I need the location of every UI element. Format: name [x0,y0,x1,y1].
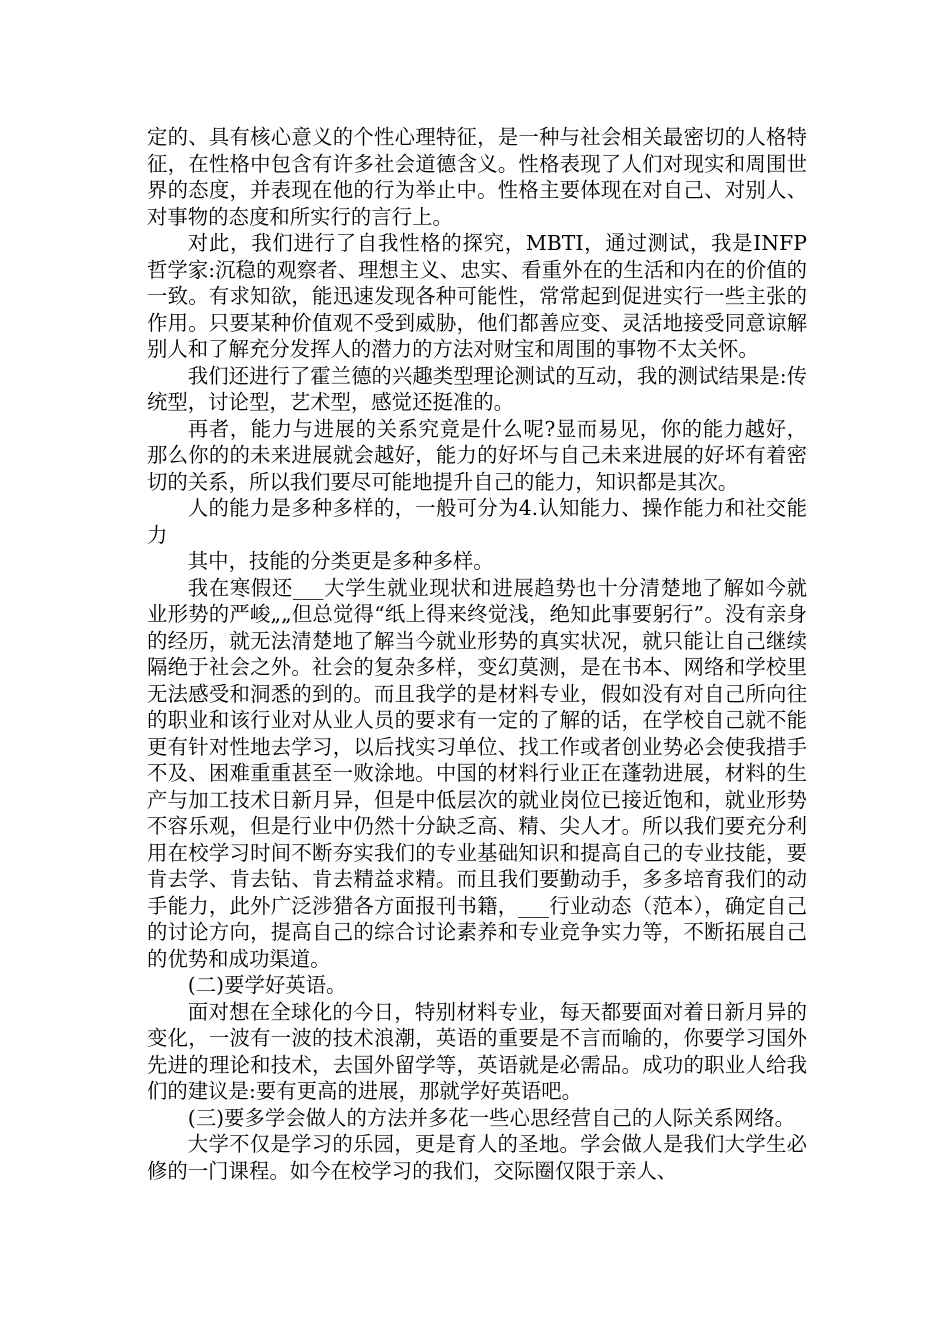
paragraph-ability-types: 人的能力是多种多样的，一般可分为4.认知能力、操作能力和社交能力 [147,496,807,547]
paragraph-skill-types: 其中，技能的分类更是多种多样。 [187,549,494,573]
paragraph-ability-development: 再者，能力与进展的关系究竟是什么呢?显而易见，你的能力越好，那么你的的未来进展就会越好，能力的好坏与自己未来进展的好坏有着密切的关系，所以我们要尽可能地提升自己的能力，知识都是其次。 [147,416,807,494]
paragraph-university-life: 大学不仅是学习的乐园，更是育人的圣地。学会做人是我们大学生必修的一门课程。如今在校学习的我们，交际圈仅限于亲人、 [147,1132,807,1183]
document-body [147,124,807,1184]
paragraph-personality-definition: 定的、具有核心意义的个性心理特征，是一种与社会相关最密切的人格特征，在性格中包含有许多社会道德含义。性格表现了人们对现实和周围世界的态度，并表现在他的行为举止中。性格主要体现在对自己、对别人、对事物的态度和所实行的言行上。 [147,125,807,229]
paragraph-holland-test: 我们还进行了霍兰德的兴趣类型理论测试的互动，我的测试结果是:传统型，讨论型，艺术型，感觉还挺准的。 [147,363,807,414]
paragraph-employment-situation: 我在寒假还___大学生就业现状和进展趋势也十分清楚地了解如今就业形势的严峻„„但总觉得“纸上得来终觉浅，绝知此事要躬行”。没有亲身的经历，就无法清楚地了解当今就业形势的真实状况，就只能让自己继续隔绝于社会之外。社会的复杂多样，变幻莫测，是在书本、网络和学校里无法感受和洞悉的到的。而且我学的是材料专业，假如没有对自己所向往的职业和该行业对从业人员的要求有一定的了解的话，在学校自己就不能更有针对性地去学习，以后找实习单位、找工作或者创业势必会使我措手不及、困难重重甚至一败涂地。中国的材料行业正在蓬勃进展，材料的生产与加工技术日新月异，但是中低层次的就业岗位已接近饱和，就业形势不容乐观，但是行业中仍然十分缺乏高、精、尖人才。所以我们要充分利用在校学习时间不断夯实我们的专业基础知识和提高自己的专业技能，要肯去学、肯去钻、肯去精益求精。而且我们要勤动手，多多培育我们的动手能力，此外广泛涉猎各方面报刊书籍，___行业动态（范本），确定自己的讨论方向，提高自己的综合讨论素养和专业竞争实力等，不断拓展自己的优势和成功渠道。 [147,575,807,971]
heading-interpersonal-network: (三)要多学会做人的方法并多花一些心思经营自己的人际关系网络。 [187,1105,796,1130]
heading-learn-english: (二)要学好英语。 [187,973,347,997]
paragraph-mbti: 对此，我们进行了自我性格的探究，MBTI，通过测试，我是INFP哲学家:沉稳的观察者、理想主义、忠实、看重外在的生活和内在的价值的一致。有求知欲，能迅速发现各种可能性，常常起到促进实行一些主张的作用。只要某种价值观不受到威胁，他们都善应变、灵活地接受同意谅解别人和了解充分发挥人的潜力的方法对财宝和周围的事物不太关怀。 [147,231,807,361]
paragraph-english-importance: 面对想在全球化的今日，特别材料专业，每天都要面对着日新月异的变化，一波有一波的技术浪潮，英语的重要是不言而喻的，你要学习国外先进的理论和技术，去国外留学等，英语就是必需品。成功的职业人给我们的建议是:要有更高的进展，那就学好英语吧。 [147,999,807,1103]
